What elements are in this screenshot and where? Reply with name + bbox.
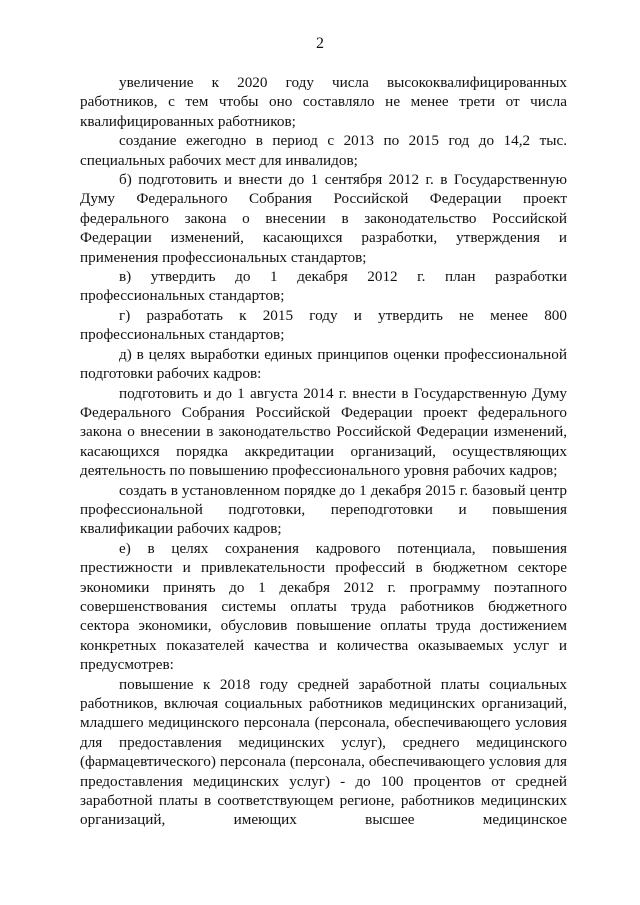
document-body: [80, 73, 567, 830]
paragraph-4: в) утвердить до 1 декабря 2012 г. план разработки профессиональных стандартов;: [80, 268, 567, 305]
paragraph-9: е) в целях сохранения кадрового потенциала, повышения престижности и привлекательности профессий в бюджетном секторе экономики принять до 1 декабря 2012 г. программу поэтапного совершенствования системы оплаты труда работников бюджетного сектора экономики, обусловив повышение оплаты труда достижением конкретных показателей качества и количества оказываемых услуг и предусмотрев:: [80, 539, 567, 674]
paragraph-3: б) подготовить и внести до 1 сентября 2012 г. в Государственную Думу Федерального Собрания Российской Федерации проект федерального закона о внесении в законодательство Российской Федерации изменений, касающихся разработки, утверждения и применения профессиональных стандартов;: [80, 171, 567, 266]
paragraph-7: подготовить и до 1 августа 2014 г. внести в Государственную Думу Федерального Собрания Российской Федерации проект федерального закона о внесении в законодательство Российской Федерации изменений, касающихся порядка аккредитации организаций, осуществляющих деятельность по повышению профессионального уровня рабочих кадров;: [80, 384, 567, 480]
paragraph-5: г) разработать к 2015 году и утвердить не менее 800 профессиональных стандартов;: [80, 306, 567, 344]
page-number: 2: [316, 35, 324, 52]
paragraph-1: увеличение к 2020 году числа высококвалифицированных работников, с тем чтобы оно составляло не менее трети от числа квалифицированных работников;: [80, 74, 567, 130]
paragraph-10: повышение к 2018 году средней заработной платы социальных работников, включая социальных работников медицинских организаций, младшего медицинского персонала (персонала, обеспечивающего условия для предоставления медицинских услуг), среднего медицинского (фармацевтического) персонала (персонала, обеспечивающего условия для предоставления медицинских услуг) - до 100 процентов от средней заработной платы в соответствующем регионе, работников медицинских организаций, имеющих высшее медицинское: [80, 675, 567, 829]
paragraph-2: создание ежегодно в период с 2013 по 2015 год до 14,2 тыс. специальных рабочих мест для инвалидов;: [80, 132, 567, 169]
paragraph-6: д) в целях выработки единых принципов оценки профессиональной подготовки рабочих кадров:: [80, 345, 567, 383]
paragraph-8: создать в установленном порядке до 1 декабря 2015 г. базовый центр профессиональной подготовки, переподготовки и повышения квалификации рабочих кадров;: [80, 481, 567, 538]
